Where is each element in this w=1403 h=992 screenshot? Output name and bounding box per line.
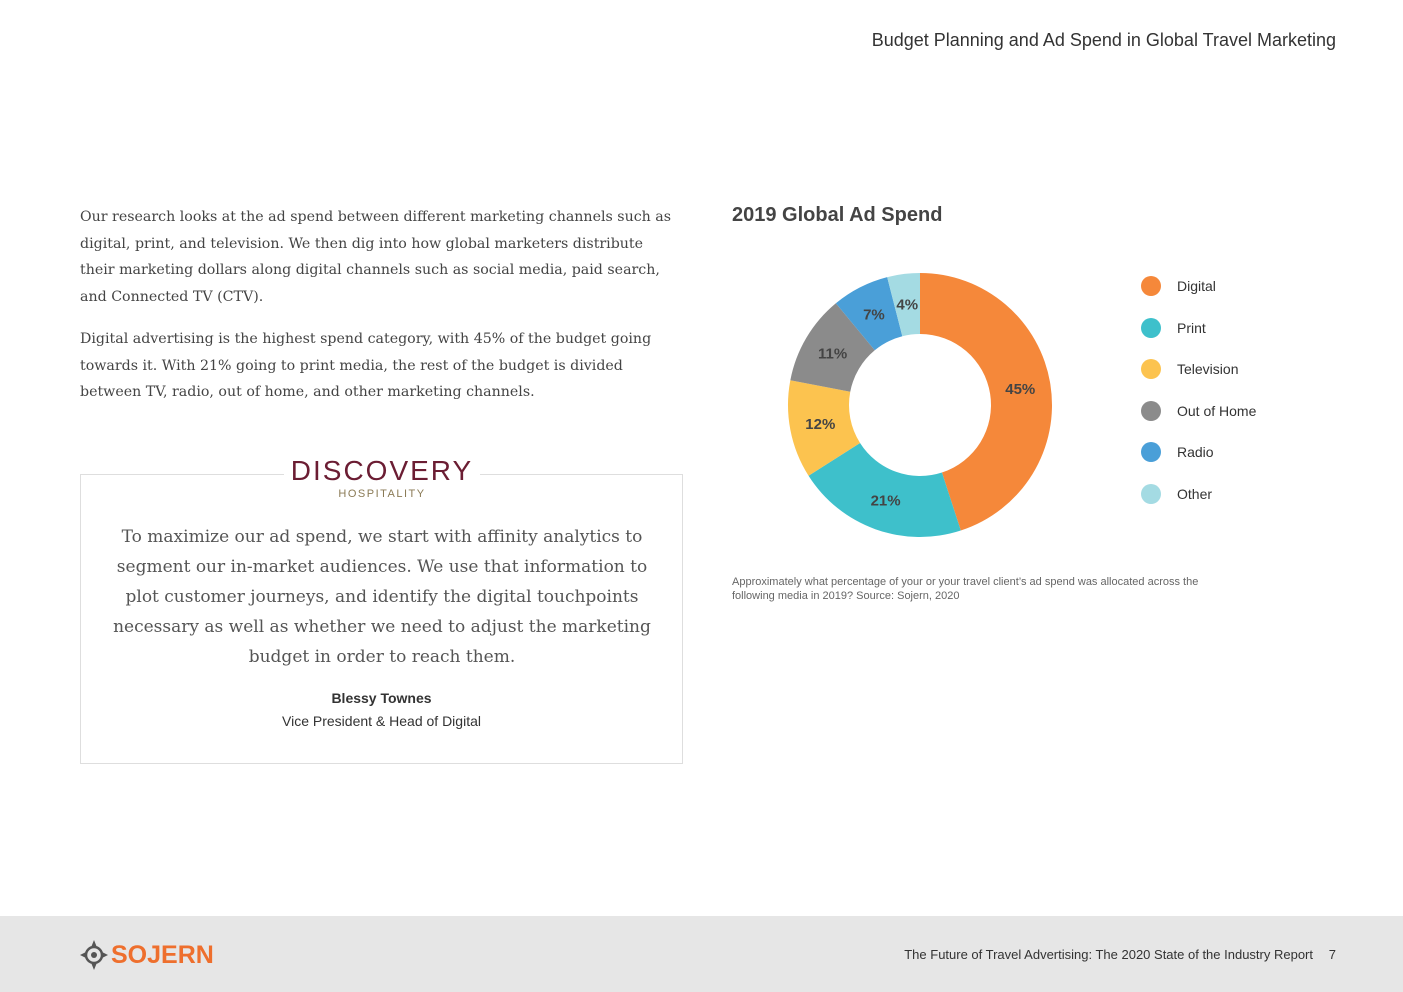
legend-color-swatch xyxy=(1141,401,1161,421)
page-header-title: Budget Planning and Ad Spend in Global Travel Marketing xyxy=(871,30,1336,50)
chart-caption: Approximately what percentage of your or your travel client’s ad spend was allocated across the following media in 2019? Source: Sojern, 2020 xyxy=(732,576,1199,602)
logo-sub-text: HOSPITALITY xyxy=(338,488,426,500)
discovery-hospitality-logo xyxy=(284,455,480,505)
intro-text xyxy=(80,204,680,421)
legend-color-swatch xyxy=(1141,442,1161,462)
sojern-logo-text: SOJERN xyxy=(111,941,214,969)
donut-data-label: 21% xyxy=(870,492,901,510)
quote-text: To maximize our ad spend, we start with affinity analytics to segment our in-market audiences. We use that information to plot customer journeys, and identify the digital touchpoints necessary as well as whether we need to adjust the marketing budget in order to reach them. xyxy=(113,527,651,667)
page-number: 7 xyxy=(1328,947,1336,962)
legend-label: Out of Home xyxy=(1177,402,1257,419)
legend-label: Digital xyxy=(1177,278,1216,294)
legend-color-swatch xyxy=(1141,359,1161,379)
donut-data-label: 45% xyxy=(1005,381,1036,399)
footer-report-title: The Future of Travel Advertising: The 2020 State of the Industry Report xyxy=(904,947,1313,962)
legend-label: Radio xyxy=(1177,444,1214,461)
chart-title: 2019 Global Ad Spend xyxy=(732,204,943,226)
legend-label: Print xyxy=(1177,319,1206,336)
logo-main-text: DISCOVERY xyxy=(290,455,474,486)
legend-color-swatch xyxy=(1141,276,1161,296)
legend-label: Television xyxy=(1177,361,1239,378)
quote-author-role: Vice President & Head of Digital xyxy=(282,713,481,729)
intro-paragraph-2: Digital advertising is the highest spend category, with 45% of the budget going towards it. With 21% going to print media, the rest of the budget is divided between TV, radio, out of home, and other marketing channels. xyxy=(80,330,652,401)
page-footer xyxy=(0,916,1403,992)
compass-icon xyxy=(80,940,108,970)
donut-chart xyxy=(780,265,1060,545)
donut-data-label: 12% xyxy=(805,416,836,434)
legend-color-swatch xyxy=(1141,318,1161,338)
legend-label: Other xyxy=(1177,485,1213,502)
quote-author-name: Blessy Townes xyxy=(331,690,432,706)
legend-color-swatch xyxy=(1141,484,1161,504)
intro-paragraph-1: Our research looks at the ad spend between different marketing channels such as digital, print, and television. We then dig into how global marketers distribute their marketing dollars along digital channels such as social media, paid search, and Connected TV (CTV). xyxy=(80,209,672,306)
donut-data-label: 7% xyxy=(863,306,885,324)
donut-data-label: 11% xyxy=(818,345,848,363)
donut-data-label: 4% xyxy=(896,296,919,314)
